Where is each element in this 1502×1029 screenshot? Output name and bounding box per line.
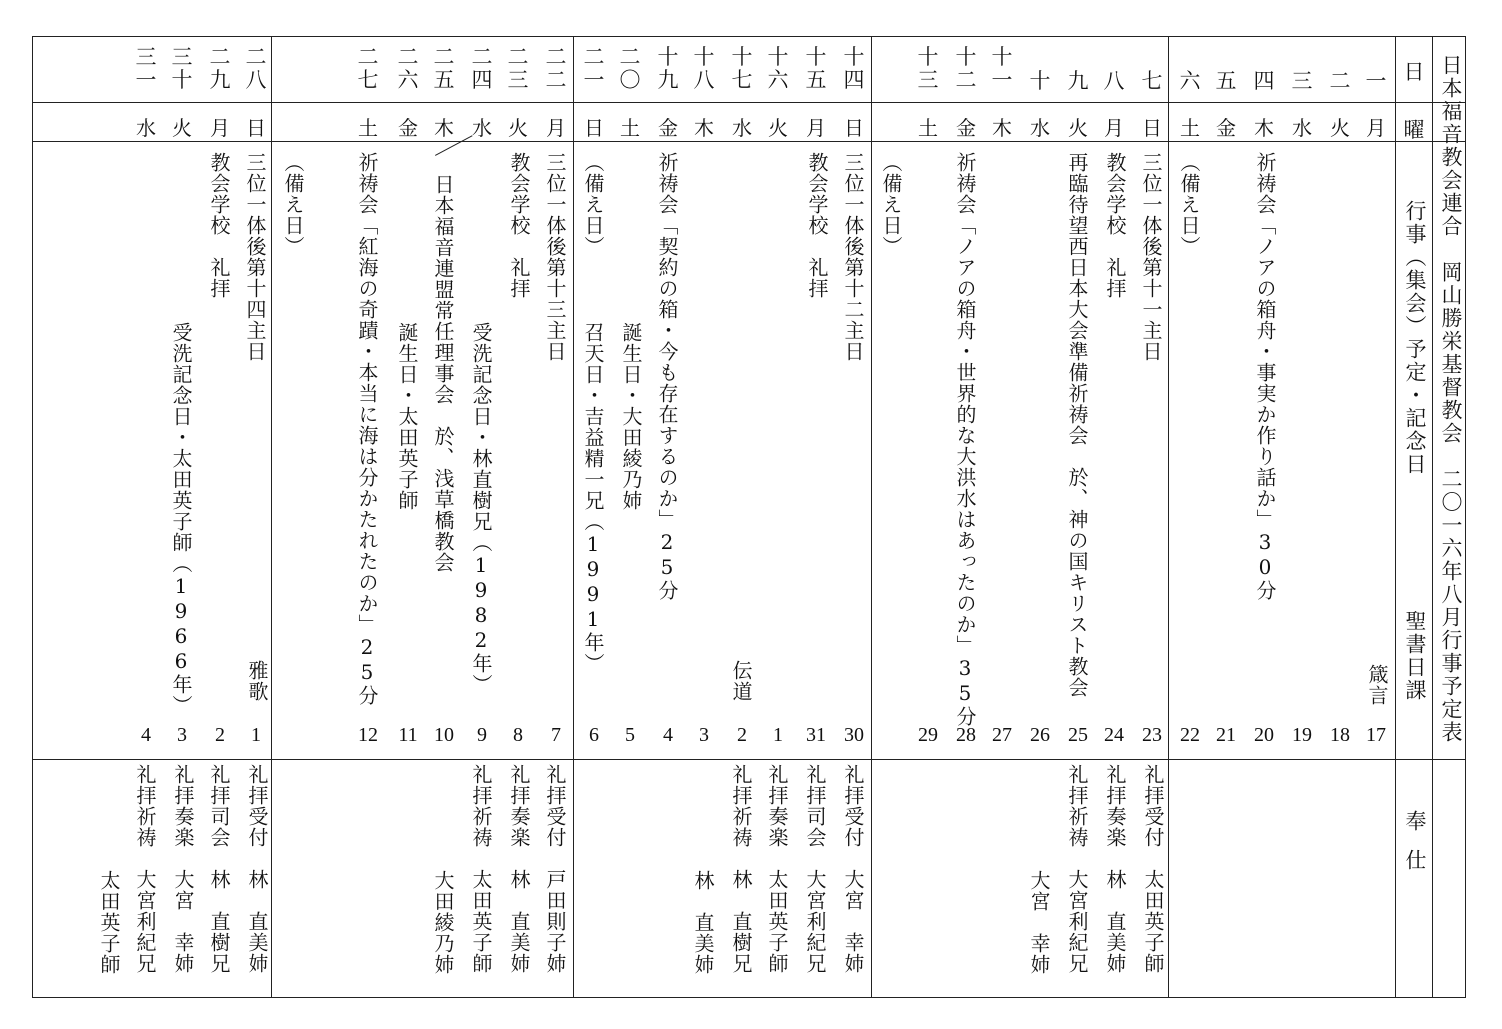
weekday-cell: 水 [136, 116, 156, 140]
chapter-number: 7 [551, 724, 561, 746]
chapter-number: 19 [1292, 724, 1312, 746]
bible-book-song: 雅歌 [245, 660, 269, 702]
date-cell: 十 一 [991, 45, 1013, 92]
chapter-number: 21 [1216, 724, 1236, 746]
chapter-number: 20 [1254, 724, 1274, 746]
duty-29-a: 礼拝祈祷 大宮利紀兄 [133, 764, 157, 974]
date-cell: 二 〇 [619, 45, 641, 92]
event-wed-24-a: 祈祷会「紅海の奇蹟・本当に海は分かたれたのか」25分 [355, 152, 379, 706]
event-mon-8: 再臨待望西日本大会準備祈祷会 於、神の国キリスト教会 [1065, 152, 1089, 698]
weekday-cell: 日 [246, 116, 266, 140]
date-cell: 七 [1141, 69, 1163, 93]
date-cell: 三 十 [171, 45, 193, 92]
date-cell: 二 九 [209, 45, 231, 92]
chapter-number: 4 [663, 724, 673, 746]
chapter-number: 3 [177, 724, 187, 746]
weekday-cell: 金 [658, 116, 678, 140]
event-mon-22: 受洗記念日・林直樹兄（1982年） [469, 322, 493, 695]
chapter-number: 3 [699, 724, 709, 746]
chapter-number: 26 [1030, 724, 1050, 746]
row-divider-dow [32, 141, 1466, 142]
date-cell: 十 四 [843, 45, 865, 92]
chapter-number: 31 [806, 724, 826, 746]
date-cell: 二 二 [545, 45, 567, 92]
chapter-number: 5 [625, 724, 635, 746]
duty-28-c: 礼拝奏楽 大宮 幸姉 [171, 764, 195, 974]
date-cell: 二 一 [583, 45, 605, 92]
chapter-number: 11 [398, 724, 418, 746]
weekday-cell: 木 [992, 116, 1012, 140]
row-divider-date [32, 102, 1466, 103]
weekday-cell: 水 [472, 116, 492, 140]
bible-book-ecclesiastes: 伝道 [729, 660, 753, 702]
header-divider [1432, 36, 1433, 998]
chapter-number: 6 [589, 724, 599, 746]
weekday-cell: 火 [768, 116, 788, 140]
chapter-number: 12 [358, 724, 378, 746]
event-mon-29: 受洗記念日・太田英子師（1966年） [169, 322, 193, 716]
chapter-number: 17 [1366, 724, 1386, 746]
date-cell: 三 [1291, 69, 1313, 93]
chapter-number: 28 [956, 724, 976, 746]
chapter-number: 1 [773, 724, 783, 746]
date-cell: 十 三 [917, 45, 939, 92]
date-cell: 十 五 [805, 45, 827, 92]
event-sat-20-a: （備え日） [581, 152, 605, 257]
event-sun-7-a: 三位一体後第十一主日 [1139, 152, 1163, 362]
duty-28-b: 礼拝司会 林 直樹兄 [207, 764, 231, 974]
duty-14-c: 礼拝奏楽 太田英子師 [765, 764, 789, 974]
org-title: 日本福音教会連合 岡山勝栄基督教会 二〇一六年八月行事予定表 [1439, 54, 1463, 744]
date-cell: 六 [1179, 69, 1201, 93]
date-cell: 二 五 [433, 45, 455, 92]
duty-21-b: 礼拝奏楽 林 直美姉 [507, 764, 531, 974]
event-tue-23: 日本福音連盟常任理事会 於、浅草橋教会 [431, 174, 455, 573]
date-cell: 二 四 [471, 45, 493, 92]
duty-7-b: 礼拝奏楽 林 直美姉 [1103, 764, 1127, 974]
header-duty: 奉仕 [1403, 810, 1427, 888]
date-cell: 十 [1029, 69, 1051, 93]
weekday-cell: 水 [732, 116, 752, 140]
chapter-number: 2 [215, 724, 225, 746]
duty-22-b: 大田綾乃姉 [431, 870, 455, 975]
weekday-cell: 金 [398, 116, 418, 140]
date-cell: 十 六 [767, 45, 789, 92]
event-sun-14-b: 教会学校 礼拝 [805, 152, 829, 299]
chapter-number: 8 [513, 724, 523, 746]
chapter-number: 24 [1104, 724, 1124, 746]
chapter-number: 30 [844, 724, 864, 746]
event-sun-7-b: 教会学校 礼拝 [1103, 152, 1127, 299]
date-cell: 二 八 [245, 45, 267, 92]
date-cell: 二 [1329, 69, 1351, 93]
duty-14-a: 礼拝受付 大宮 幸姉 [841, 764, 865, 974]
date-cell: 三 一 [135, 45, 157, 92]
chapter-number: 10 [434, 724, 454, 746]
event-wed-24-b: 誕生日・太田英子師 [395, 322, 419, 511]
duty-15-a: 礼拝祈祷 林 直樹兄 [729, 764, 753, 974]
weekday-cell: 月 [546, 116, 566, 140]
date-cell: 八 [1103, 69, 1125, 93]
weekday-cell: 土 [358, 116, 378, 140]
chapter-number: 23 [1142, 724, 1162, 746]
date-cell: 十 九 [657, 45, 679, 92]
weekday-cell: 日 [844, 116, 864, 140]
weekday-cell: 月 [1104, 116, 1124, 140]
date-cell: 九 [1067, 69, 1089, 93]
weekday-cell: 土 [620, 116, 640, 140]
header-event: 行事（集会）予定・記念日 [1403, 200, 1427, 476]
event-thu-18: 誕生日・大田綾乃姉 [619, 322, 643, 511]
chapter-number: 29 [918, 724, 938, 746]
event-sun-14-a: 三位一体後第十二主日 [841, 152, 865, 362]
chapter-number: 27 [992, 724, 1012, 746]
weekday-cell: 月 [806, 116, 826, 140]
duty-7-c: 礼拝祈祷 大宮利紀兄 [1065, 764, 1089, 974]
duty-8-c: 大宮 幸姉 [1027, 870, 1051, 975]
event-sat-13: （備え日） [879, 152, 903, 257]
header-day: 日 [1403, 60, 1425, 84]
week-divider [573, 36, 574, 998]
event-sat-1: （備え日） [1177, 152, 1201, 257]
weekday-cell: 木 [694, 116, 714, 140]
duty-14-b: 礼拝司会 大宮利紀兄 [803, 764, 827, 974]
header-divider [1395, 36, 1396, 998]
date-cell: 二 三 [507, 45, 529, 92]
event-sun-21-b: 教会学校 礼拝 [507, 152, 531, 299]
chapter-number: 4 [141, 724, 151, 746]
weekday-cell: 木 [1254, 116, 1274, 140]
chapter-number: 9 [477, 724, 487, 746]
event-sun-28-a: 三位一体後第十四主日 [243, 152, 267, 362]
chapter-number: 22 [1180, 724, 1200, 746]
weekday-cell: 金 [956, 116, 976, 140]
duty-15-c: 林 直美姉 [691, 870, 715, 975]
date-cell: 四 [1253, 69, 1275, 93]
duty-21-c: 礼拝祈祷 太田英子師 [469, 764, 493, 974]
duty-28-a: 礼拝受付 林 直美姉 [245, 764, 269, 974]
event-sat-20-b: 召天日・吉益精一兄（1991年） [581, 322, 605, 674]
event-sat-27: （備え日） [281, 152, 305, 257]
weekday-cell: 土 [918, 116, 938, 140]
date-cell: 五 [1215, 69, 1237, 93]
date-cell: 十 七 [731, 45, 753, 92]
weekday-cell: 月 [1366, 116, 1386, 140]
weekday-cell: 火 [1330, 116, 1350, 140]
header-dow: 曜 [1403, 118, 1425, 142]
chapter-number: 18 [1330, 724, 1350, 746]
weekday-cell: 火 [1068, 116, 1088, 140]
event-wed-17: 祈祷会「契約の箱・今も存在するのか」25分 [655, 152, 679, 601]
week-divider [871, 36, 872, 998]
weekday-cell: 水 [1030, 116, 1050, 140]
weekday-cell: 月 [210, 116, 230, 140]
weekday-cell: 木 [434, 116, 454, 140]
weekday-cell: 火 [508, 116, 528, 140]
event-sun-21-a: 三位一体後第十三主日 [543, 152, 567, 362]
duty-7-a: 礼拝受付 太田英子師 [1141, 764, 1165, 974]
weekday-cell: 日 [584, 116, 604, 140]
date-cell: 十 二 [955, 45, 977, 92]
weekday-cell: 火 [172, 116, 192, 140]
weekday-cell: 土 [1180, 116, 1200, 140]
weekday-cell: 金 [1216, 116, 1236, 140]
chapter-number: 25 [1068, 724, 1088, 746]
duty-21-a: 礼拝受付 戸田則子姉 [543, 764, 567, 974]
event-wed-1: 祈祷会「ノアの箱舟・事実か作り話か」30分 [1253, 152, 1277, 601]
event-wed-10: 祈祷会「ノアの箱舟・世界的な大洪水はあったのか」35分 [953, 152, 977, 727]
date-cell: 十 八 [693, 45, 715, 92]
event-sun-28-b: 教会学校 礼拝 [207, 152, 231, 299]
header-bible: 聖書日課 [1403, 610, 1427, 702]
duty-29-b: 太田英子師 [97, 870, 121, 975]
date-cell: 一 [1365, 69, 1387, 93]
date-cell: 二 六 [397, 45, 419, 92]
chapter-number: 1 [251, 724, 261, 746]
bible-book-proverbs: 箴言 [1365, 664, 1389, 706]
row-divider-duty [32, 759, 1466, 760]
chapter-number: 2 [737, 724, 747, 746]
weekday-cell: 日 [1142, 116, 1162, 140]
date-cell: 二 七 [357, 45, 379, 92]
weekday-cell: 水 [1292, 116, 1312, 140]
